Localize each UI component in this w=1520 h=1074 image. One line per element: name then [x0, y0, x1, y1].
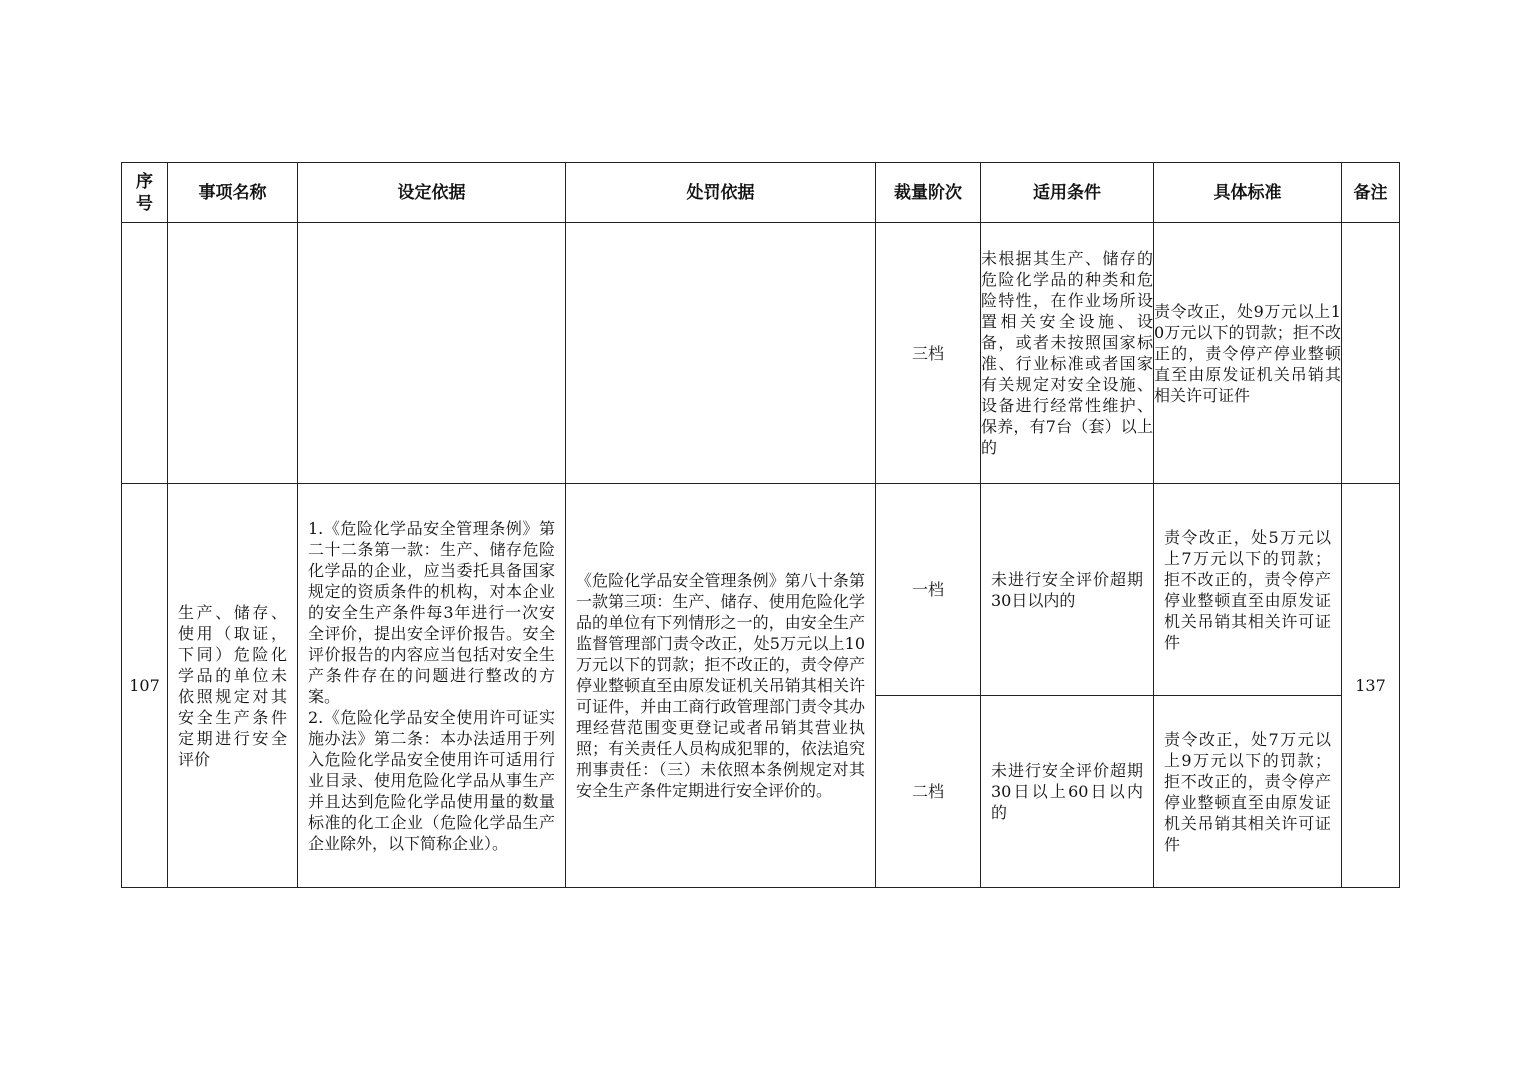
header-standard: 具体标准 — [1154, 163, 1342, 223]
header-note: 备注 — [1342, 163, 1400, 223]
table-row-107-tier1 — [122, 484, 1400, 696]
header-seq: 序号 — [122, 163, 168, 223]
cell-empty-basis — [298, 223, 566, 484]
seq-cell: 107 — [122, 484, 168, 888]
cell-empty-note — [1342, 223, 1400, 484]
condition-cell: 未进行安全评价超期30日以上60日以内的 — [981, 696, 1154, 888]
cell-empty-penalty — [566, 223, 876, 484]
header-condition: 适用条件 — [981, 163, 1154, 223]
level-cell: 一档 — [876, 484, 981, 696]
header-penalty: 处罚依据 — [566, 163, 876, 223]
condition-cell: 未根据其生产、储存的危险化学品的种类和危险特性，在作业场所设置相关安全设施、设备，或者未按照国家标准、行业标准或者国家有关规定对安全设施、设备进行经常性维护、保养，有7台（套）以上的 — [981, 223, 1154, 484]
table-row-prev — [122, 223, 1400, 484]
condition-cell: 未进行安全评价超期30日以内的 — [981, 484, 1154, 696]
header-level: 裁量阶次 — [876, 163, 981, 223]
level-cell: 三档 — [876, 223, 981, 484]
header-name: 事项名称 — [168, 163, 298, 223]
penalty-basis-cell: 《危险化学品安全管理条例》第八十条第一款第三项：生产、储存、使用危险化学品的单位有下列情形之一的，由安全生产监督管理部门责令改正，处5万元以上10万元以下的罚款；拒不改正的，责令停产停业整顿直至由原发证机关吊销其相关许可证件，并由工商行政管理部门责令其办理经营范围变更登记或者吊销其营业执照；有关责任人员构成犯罪的，依法追究刑事责任：（三）未依照本条例规定对其安全生产条件定期进行安全评价的。 — [566, 484, 876, 888]
basis-cell: 1.《危险化学品安全管理条例》第二十二条第一款：生产、储存危险化学品的企业，应当委托具备国家规定的资质条件的机构，对本企业的安全生产条件每3年进行一次安全评价，提出安全评价报告。安全评价报告的内容应当包括对安全生产条件存在的问题进行整改的方案。 2.《危险化学品安全使用许可证实施办法》第二条：本办法适用于列入危险化学品安全使用许可适用行业目录、使用危险化学品从事生产并且达到危险化学品使用量的数量标准的化工企业（危险化学品生产企业除外，以下简称企业）。 — [298, 484, 566, 888]
penalty-discretion-table — [121, 162, 1400, 888]
level-cell: 二档 — [876, 696, 981, 888]
note-cell: 137 — [1342, 484, 1400, 888]
standard-cell: 责令改正，处9万元以上10万元以下的罚款；拒不改正的，责令停产停业整顿直至由原发证机关吊销其相关许可证件 — [1154, 223, 1342, 484]
cell-empty-seq — [122, 223, 168, 484]
standard-cell: 责令改正，处7万元以上9万元以下的罚款；拒不改正的，责令停产停业整顿直至由原发证机关吊销其相关许可证件 — [1154, 696, 1342, 888]
item-name-cell: 生产、储存、使用（取证，下同）危险化学品的单位未依照规定对其安全生产条件定期进行安全评价 — [168, 484, 298, 888]
cell-empty-name — [168, 223, 298, 484]
standard-cell: 责令改正，处5万元以上7万元以下的罚款；拒不改正的，责令停产停业整顿直至由原发证机关吊销其相关许可证件 — [1154, 484, 1342, 696]
header-row — [122, 163, 1400, 223]
header-basis: 设定依据 — [298, 163, 566, 223]
